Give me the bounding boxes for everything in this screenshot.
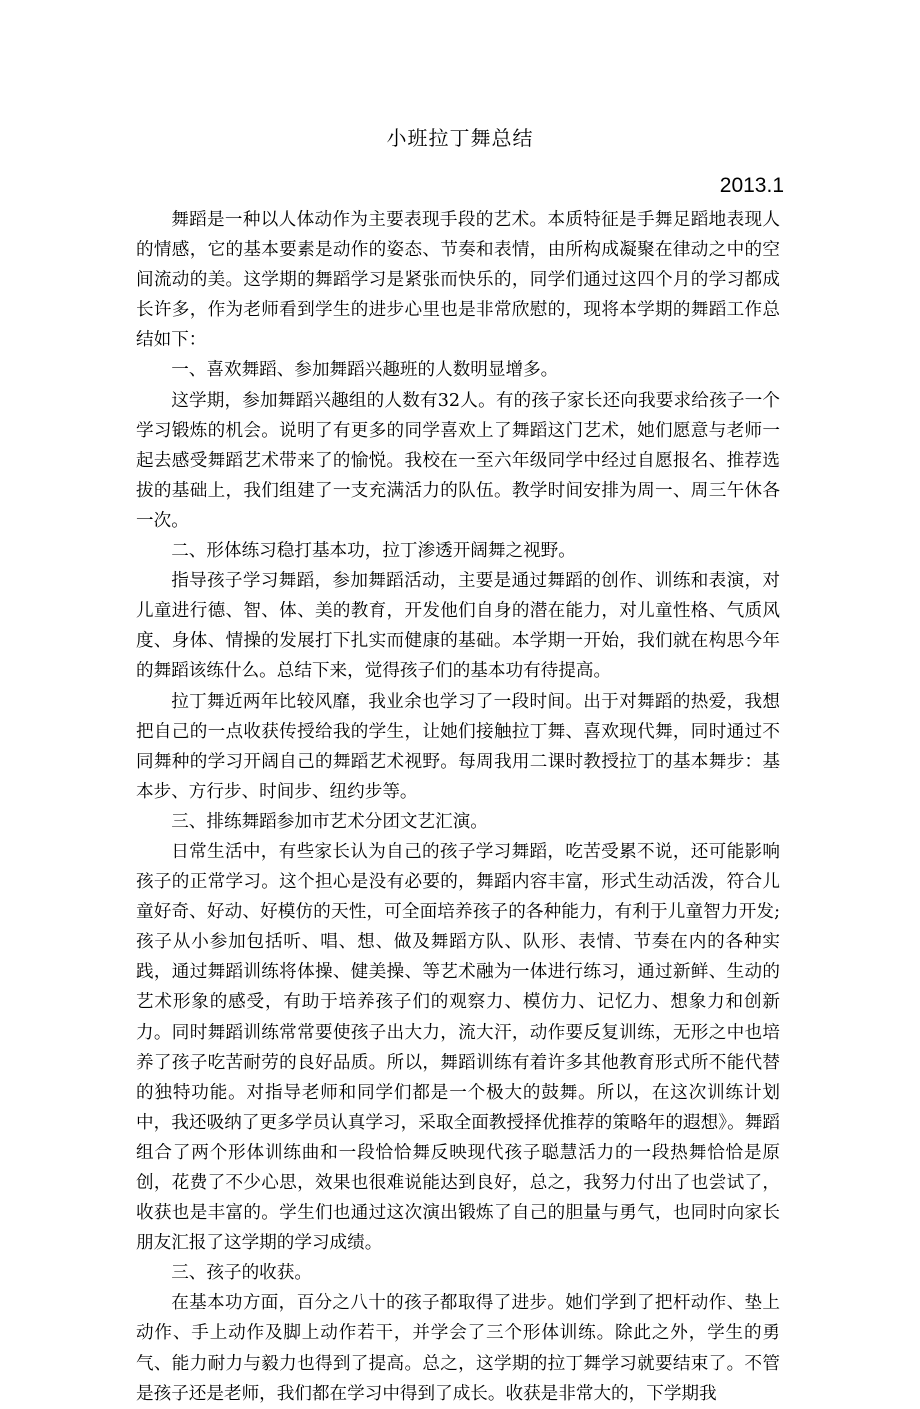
paragraph-intro: 舞蹈是一种以人体动作为主要表现手段的艺术。本质特征是手舞足蹈地表现人的情感，它的基本要素是动作的姿态、节奏和表情，由所构成凝聚在律动之中的空间流动的美。这学期的舞蹈学习是紧张而快乐的，同学们通过这四个月的学习都成长许多，作为老师看到学生的进步心里也是非常欣慰的，现将本学期的舞蹈工作总结如下： xyxy=(136,210,780,351)
heading-section-3: 三、排练舞蹈参加市艺术分团文艺汇演。 xyxy=(171,811,488,832)
paragraph-section-2b: 拉丁舞近两年比较风靡，我业余也学习了一段时间。出于对舞蹈的热爱，我想把自己的一点收获传授给我的学生，让她们接触拉丁舞、喜欢现代舞，同时通过不同舞种的学习开阔自己的舞蹈艺术视野。每周我用二课时教授拉丁的基本舞步：基本步、方行步、时间步、纽约步等。 xyxy=(136,691,780,802)
heading-section-4: 三、孩子的收获。 xyxy=(171,1263,312,1284)
paragraph-section-3: 日常生活中，有些家长认为自己的孩子学习舞蹈，吃苦受累不说，还可能影响孩子的正常学习。这个担心是没有必要的，舞蹈内容丰富，形式生动活泼，符合儿童好奇、好动、好模仿的天性，可全面培养孩子的各种能力，有利于儿童智力开发;孩子从小参加包括听、唱、想、做及舞蹈方队、队形、表情、节奏在内的各种实践，通过舞蹈训练将体操、健美操、等艺术融为一体进行练习，通过新鲜、生动的艺术形象的感受，有助于培养孩子们的观察力、模仿力、记忆力、想象力和创新力。同时舞蹈训练常常要使孩子出大力，流大汗，动作要反复训练，无形之中也培养了孩子吃苦耐劳的良好品质。所以，舞蹈训练有着许多其他教育形式所不能代替的独特功能。对指导老师和同学们都是一个极大的鼓舞。所以，在这次训练计划中，我还吸纳了更多学员认真学习，采取全面教授择优推荐的策略年的遐想》。舞蹈组合了两个形体训练曲和一段恰恰舞反映现代孩子聪慧活力的一段热舞恰恰是原创，花费了不少心思，效果也很难说能达到良好，总之，我努力付出了也尝试了，收获也是丰富的。学生们也通过这次演出锻炼了自己的胆量与勇气，也同时向家长朋友汇报了这学期的学习成绩。 xyxy=(136,841,780,1254)
paragraph-section-4: 在基本功方面，百分之八十的孩子都取得了进步。她们学到了把杆动作、垫上动作、手上动作及脚上动作若干，并学会了三个形体训练。除此之外，学生的勇气、能力耐力与毅力也得到了提高。总之，这学期的拉丁舞学习就要结束了。不管是孩子还是老师，我们都在学习中得到了成长。收获是非常大的，下学期我 xyxy=(136,1293,780,1404)
document-body xyxy=(136,205,780,1409)
paragraph-section-1: 这学期，参加舞蹈兴趣组的人数有32人。有的孩子家长还向我要求给孩子一个学习锻炼的机会。说明了有更多的同学喜欢上了舞蹈这门艺术，她们愿意与老师一起去感受舞蹈艺术带来了的愉悦。我校在一至六年级同学中经过自愿报名、推荐选拔的基础上，我们组建了一支充满活力的队伍。教学时间安排为周一、周三午休各一次。 xyxy=(136,390,780,531)
paragraph-section-2a: 指导孩子学习舞蹈，参加舞蹈活动，主要是通过舞蹈的创作、训练和表演，对儿童进行德、智、体、美的教育，开发他们自身的潜在能力，对儿童性格、气质风度、身体、情操的发展打下扎实而健康的基础。本学期一开始，我们就在构思今年的舞蹈该练什么。总结下来，觉得孩子们的基本功有待提高。 xyxy=(136,571,780,682)
document-date: 2013.1 xyxy=(719,174,784,197)
heading-section-1: 一、喜欢舞蹈、参加舞蹈兴趣班的人数明显增多。 xyxy=(171,360,559,381)
document-title: 小班拉丁舞总结 xyxy=(386,126,534,150)
heading-section-2: 二、形体练习稳打基本功，拉丁渗透开阔舞之视野。 xyxy=(171,541,576,562)
